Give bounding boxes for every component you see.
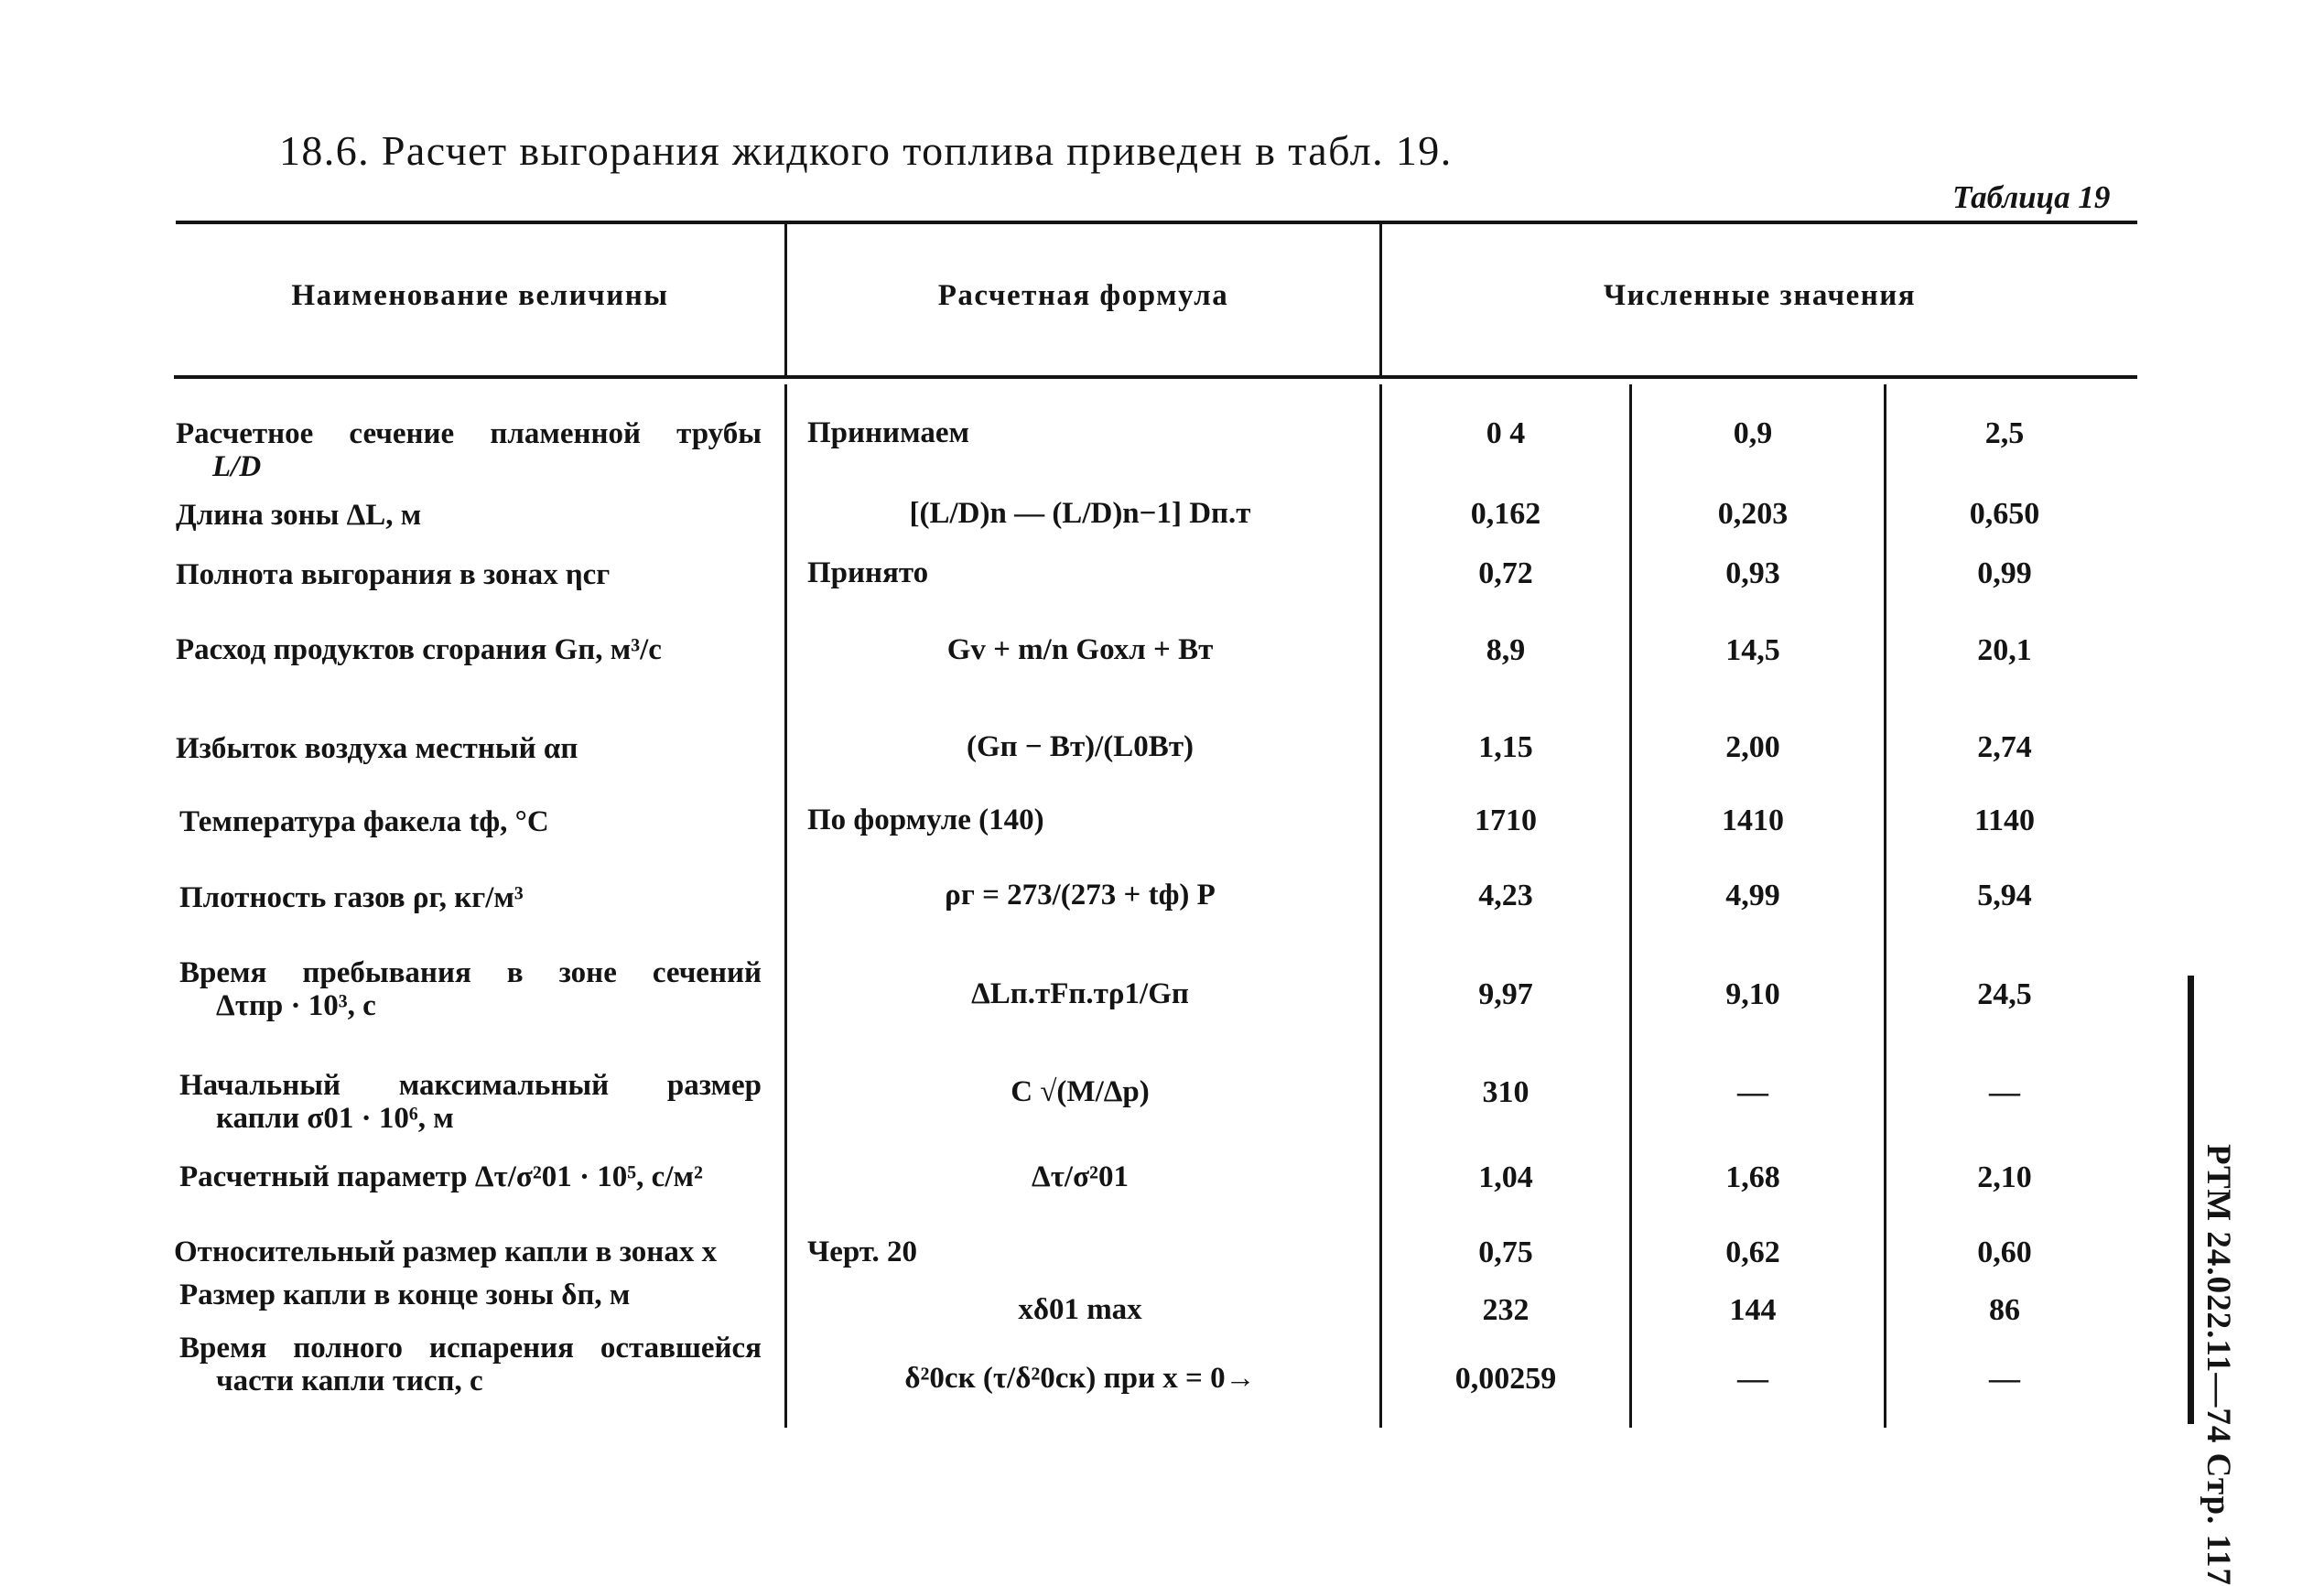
row-11-value-2: 0,62: [1725, 1235, 1780, 1269]
row-9-value-3: —: [1989, 1075, 2020, 1109]
row-3-value-2: 0,93: [1725, 556, 1780, 590]
side-stamp: РТМ 24.022.11—74 Стр. 117: [2200, 1144, 2237, 1586]
row-1-value-1: 0 4: [1486, 416, 1526, 450]
row-10-value-2: 1,68: [1725, 1160, 1780, 1194]
row-1-formula: Принимаем: [807, 416, 969, 449]
row-10-value-1: 1,04: [1478, 1160, 1533, 1194]
row-1-value-2: 0,9: [1733, 416, 1773, 450]
row-12-formula: xδ01 max: [1018, 1293, 1142, 1326]
row-6-value-2: 1410: [1722, 804, 1784, 837]
table-header-rule: [174, 375, 2137, 379]
row-11-name: Относительный размер капли в зонах x: [174, 1235, 718, 1268]
row-2-value-2: 0,203: [1717, 497, 1789, 531]
row-3-name: Полнота выгорания в зонах ηсг: [176, 558, 611, 591]
section-heading: 18.6. Расчет выгорания жидкого топлива приведен в табл. 19.: [279, 127, 1453, 174]
row-8-name: Время пребывания в зоне сечений Δτпр · 10³, с: [179, 956, 762, 1022]
row-2-value-1: 0,162: [1470, 497, 1541, 531]
row-11-formula: Черт. 20: [807, 1235, 918, 1268]
row-2-name: Длина зоны ΔL, м: [176, 499, 422, 532]
row-9-formula: C √(M/Δp): [1011, 1075, 1150, 1108]
row-13-formula: δ²0ск (τ/δ²0ск) при x = 0→: [904, 1362, 1256, 1395]
row-7-value-1: 4,23: [1478, 879, 1533, 912]
row-7-value-3: 5,94: [1977, 879, 2032, 912]
row-5-value-3: 2,74: [1977, 730, 2032, 764]
row-4-formula: Gv + m/n Gохл + Bт: [946, 633, 1214, 666]
row-13-name: Время полного испарения оставшейся части капли τисп, с: [179, 1332, 762, 1397]
row-8-value-1: 9,97: [1478, 977, 1533, 1011]
row-12-name: Размер капли в конце зоны δп, м: [179, 1279, 631, 1311]
row-1-name: Расчетное сечение пламенной трубы L/D: [176, 417, 762, 483]
row-13-value-1: 0,00259: [1454, 1362, 1557, 1396]
header-formula: Расчетная формула: [937, 279, 1229, 312]
row-13-value-2: —: [1737, 1362, 1768, 1396]
row-11-value-3: 0,60: [1977, 1235, 2032, 1269]
row-12-value-2: 144: [1729, 1293, 1777, 1327]
row-1-value-3: 2,5: [1984, 416, 2025, 450]
row-8-formula: ΔLп.тFп.тρ1/Gп: [971, 977, 1189, 1010]
row-8-value-2: 9,10: [1725, 977, 1780, 1011]
row-5-value-1: 1,15: [1478, 730, 1533, 764]
column-divider-2-body: [1379, 384, 1382, 1428]
row-6-value-1: 1710: [1475, 804, 1537, 837]
row-6-value-3: 1140: [1973, 804, 2036, 837]
row-9-value-2: —: [1737, 1075, 1768, 1109]
row-8-value-3: 24,5: [1977, 977, 2032, 1011]
row-7-formula: ρг = 273/(273 + tф) P: [945, 879, 1216, 912]
table-top-rule: [176, 221, 2137, 224]
row-5-name: Избыток воздуха местный αп: [176, 732, 578, 765]
row-13-value-3: —: [1989, 1362, 2020, 1396]
table-caption: Таблица 19: [1952, 179, 2111, 215]
row-10-value-3: 2,10: [1977, 1160, 2032, 1194]
row-6-formula: По формуле (140): [807, 804, 1044, 836]
header-name: Наименование величины: [291, 279, 669, 312]
column-divider-3: [1629, 384, 1632, 1428]
row-7-name: Плотность газов ρг, кг/м³: [179, 881, 524, 914]
row-4-value-1: 8,9: [1486, 633, 1526, 667]
row-2-formula: [(L/D)n — (L/D)n−1] Dп.т: [909, 497, 1251, 530]
row-12-value-1: 232: [1482, 1293, 1530, 1327]
row-5-formula: (Gп − Bт)/(L0Bт): [966, 730, 1194, 763]
row-5-value-2: 2,00: [1725, 730, 1780, 764]
row-7-value-2: 4,99: [1725, 879, 1780, 912]
row-11-value-1: 0,75: [1478, 1235, 1533, 1269]
row-6-name: Температура факела tф, °С: [179, 805, 549, 838]
header-values: Численные значения: [1603, 279, 1917, 312]
row-4-value-2: 14,5: [1725, 633, 1780, 667]
row-9-name: Начальный максимальный размер капли σ01 · 10⁶, м: [179, 1069, 762, 1135]
row-3-value-1: 0,72: [1478, 556, 1533, 590]
side-stamp-bar: [2188, 976, 2194, 1424]
row-4-name: Расход продуктов сгорания Gп, м³/с: [176, 633, 662, 666]
row-9-value-1: 310: [1482, 1075, 1530, 1109]
row-10-formula: Δτ/σ²01: [1032, 1160, 1129, 1193]
row-12-value-3: 86: [1989, 1293, 2020, 1327]
row-3-value-3: 0,99: [1977, 556, 2032, 590]
row-2-value-3: 0,650: [1969, 497, 2040, 531]
row-10-name: Расчетный параметр Δτ/σ²01 · 10⁵, с/м²: [179, 1160, 703, 1193]
row-4-value-3: 20,1: [1977, 633, 2032, 667]
row-3-formula: Принято: [807, 556, 929, 589]
